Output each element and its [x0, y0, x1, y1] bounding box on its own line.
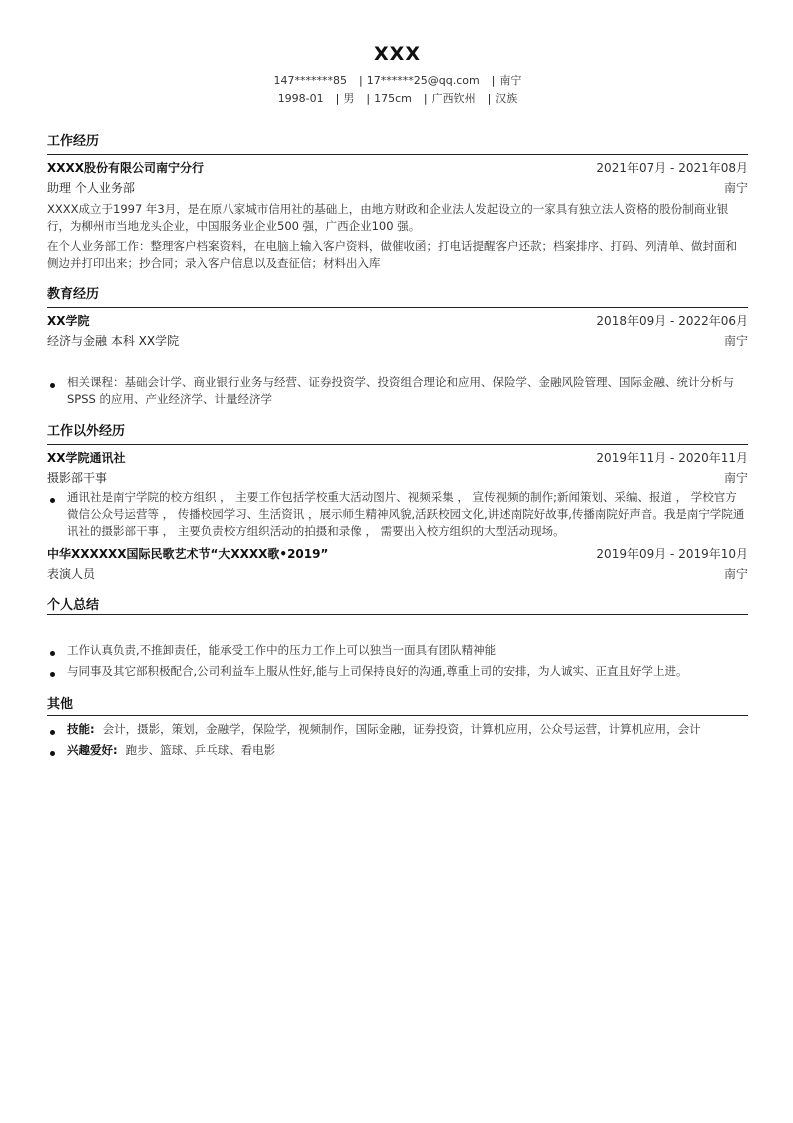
ethnicity: 汉族: [495, 92, 518, 105]
personal-line: 1998-01 | 男 | 175cm | 广西钦州 | 汉族: [277, 92, 518, 105]
school-name: XX学院: [47, 314, 90, 328]
bullet-icon: [50, 730, 55, 735]
candidate-name: XXX: [374, 43, 421, 65]
section-divider: [47, 307, 748, 308]
activity-org: XX学院通讯社: [47, 451, 126, 465]
activity-role: 表演人员: [47, 567, 96, 581]
contact-line: 147*******85 | 17******25@qq.com | 南宁: [273, 74, 522, 87]
education-entry-header: [47, 312, 748, 330]
activity-entry-subheader: [47, 469, 748, 487]
work-entry-subheader: [47, 179, 748, 197]
email[interactable]: 17******25@qq.com: [366, 74, 480, 87]
activity-period: 2019年11月 - 2020年11月: [596, 451, 748, 465]
other-bullets: [47, 721, 748, 759]
skills-label: 技能:: [67, 722, 95, 736]
section-title-other: 其他: [47, 697, 74, 712]
company-name: XXXX股份有限公司南宁分行: [47, 161, 205, 175]
section-title-education: 教育经历: [47, 287, 100, 302]
work-entry-header: [47, 159, 748, 177]
section-title-activities: 工作以外经历: [47, 424, 126, 439]
section-title-work: 工作经历: [47, 134, 100, 149]
activity-description: 通讯社是南宁学院的校方组织 ， 主要工作包括学校重大活动图片、视频采集 ， 宣传视频的制作;新闻策划、采编、报道 ， 学校官方微信公众号运营等 ， 传播校园学习、生活资讯 ，展示师生精神风貌,活跃校园文化,讲述南院好故事,传播南院好声音。我是南宁学院通讯社的摄影部干事 ， 主要负责校方组织活动的拍摄和录像 ， 需要出入校方组织的大型活动现场。: [67, 490, 745, 538]
work-position: 助理 个人业务部: [47, 181, 135, 195]
summary-text: 与同事及其它部积极配合,公司利益车上服从性好,能与上司保持良好的沟通,尊重上司的安排，为人诚实、正直且好学上进。: [67, 664, 688, 678]
bullet-icon: [50, 672, 55, 677]
hobbies-label: 兴趣爱好:: [67, 743, 118, 757]
section-divider: [47, 614, 748, 615]
summary-text: 工作认真负责,不推卸责任，能承受工作中的压力工作上可以独当一面具有团队精神能: [67, 643, 497, 657]
birth-date: 1998-01: [277, 92, 324, 105]
courses-text: 相关课程：基础会计学、商业银行业务与经营、证券投资学、投资组合理论和应用、保险学、金融风险管理、国际金融、统计分析与SPSS 的应用、产业经济学、计量经济学: [67, 375, 734, 406]
list-item: [47, 663, 748, 680]
hometown: 广西钦州: [431, 92, 476, 105]
activity-entry-header: [47, 449, 748, 467]
education-location: 南宁: [723, 334, 748, 348]
activity-role: 摄影部干事: [47, 471, 108, 485]
skills-text: 会计，摄影，策划，金融学，保险学，视频制作，国际金融，证券投资，计算机应用，公众号运营，计算机应用，会计: [102, 722, 701, 736]
education-entry-subheader: [47, 332, 748, 350]
work-description-company: XXXX成立于1997 年3月，是在原八家城市信用社的基础上，由地方财政和企业法人发起设立的一家具有独立法人资格的股份制商业银行，为柳州市当地龙头企业，中国服务业企业500 强，广西企业100 强。: [47, 202, 729, 233]
activity-entry-subheader: [47, 565, 748, 583]
list-item: [47, 489, 748, 540]
work-description-duties: 在个人业务部工作：整理客户档案资料，在电脑上输入客户资料，做催收函；打电话提醒客户还款；档案排序、打码、列清单、做封面和侧边并打印出来；抄合同；录入客户信息以及查征信；材料出入库: [47, 239, 737, 270]
section-divider: [47, 154, 748, 155]
summary-bullets: [47, 642, 748, 680]
activity-location: 南宁: [723, 471, 748, 485]
list-item: [47, 721, 748, 738]
phone: 147*******85: [273, 74, 348, 87]
education-major: 经济与金融 本科 XX学院: [47, 334, 180, 348]
work-location: 南宁: [723, 181, 748, 195]
activity-bullets: [47, 489, 748, 540]
work-period: 2021年07月 - 2021年08月: [596, 161, 748, 175]
section-divider: [47, 444, 748, 445]
bullet-icon: [50, 383, 55, 388]
hobbies-text: 跑步、篮球、乒乓球、看电影: [125, 743, 276, 757]
activity-period: 2019年09月 - 2019年10月: [596, 547, 748, 561]
gender: 男: [343, 92, 355, 105]
height: 175cm: [374, 92, 412, 105]
list-item: [47, 642, 748, 659]
section-divider: [47, 715, 748, 716]
section-title-summary: 个人总结: [47, 598, 100, 613]
activity-org: 中华XXXXXX国际民歌艺术节“大XXXX歌•2019”: [47, 547, 329, 561]
education-period: 2018年09月 - 2022年06月: [596, 314, 748, 328]
list-item: [47, 742, 748, 759]
bullet-icon: [50, 751, 55, 756]
bullet-icon: [50, 498, 55, 503]
city: 南宁: [499, 74, 522, 87]
list-item: [47, 374, 748, 408]
activity-location: 南宁: [723, 567, 748, 581]
education-bullets: [47, 374, 748, 408]
bullet-icon: [50, 651, 55, 656]
activity-entry-header: [47, 545, 748, 563]
